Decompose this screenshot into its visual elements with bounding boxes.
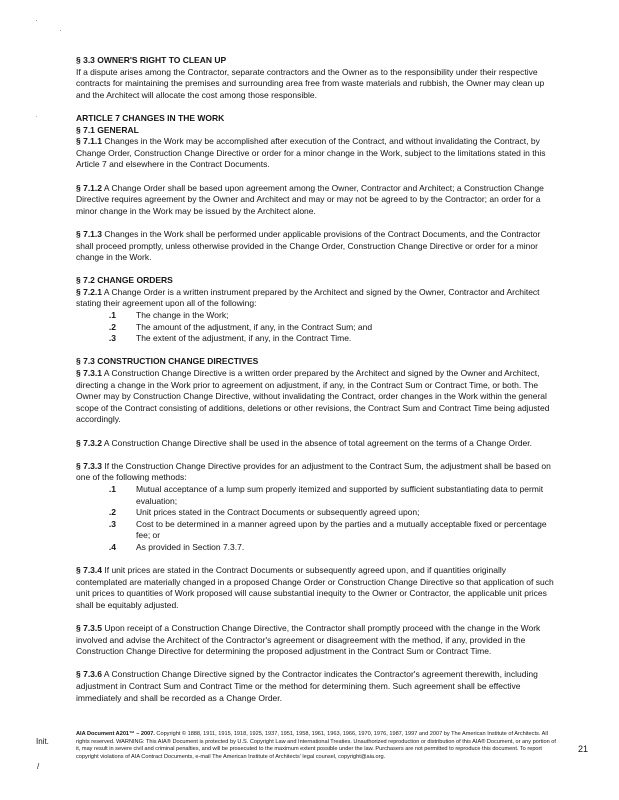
paragraph-gap: [76, 171, 558, 183]
list-item-text: The extent of the adjustment, if any, in the Contract Time.: [136, 333, 352, 344]
paragraph-gap: [76, 426, 558, 438]
section-heading: ARTICLE 7 CHANGES IN THE WORK: [76, 112, 225, 123]
list-item-text: The amount of the adjustment, if any, in the Contract Sum; and: [136, 321, 373, 332]
paragraph-gap: [76, 554, 558, 566]
list-item: [76, 542, 558, 554]
page-number: 21: [578, 744, 589, 754]
list-item-number: .1: [108, 483, 116, 494]
initials-slash: /: [37, 762, 40, 771]
paragraph: [76, 461, 558, 484]
paragraph: [76, 183, 558, 218]
section-number: § 7.3.2: [76, 437, 102, 448]
list-item-text: Cost to be determined in a manner agreed upon by the parties and a mutually acceptable fixed or percentage fee; or: [136, 518, 547, 541]
list-item-text: Mutual acceptance of a lump sum properly itemized and supported by sufficient substantiating data to permit evaluation;: [136, 483, 544, 506]
paragraph: [76, 287, 558, 310]
document-body: [76, 55, 558, 704]
paragraph-gap: [76, 345, 558, 357]
paragraph-gap: [76, 217, 558, 229]
scan-speck: [60, 30, 61, 31]
section-heading: § 7.2 CHANGE ORDERS: [76, 275, 173, 286]
section-heading: § 7.1 GENERAL: [76, 124, 139, 135]
section-number: § 7.3.5: [76, 623, 102, 634]
paragraph-gap: [76, 264, 558, 276]
list-item-number: .4: [108, 541, 116, 552]
paragraph-text: If a dispute arises among the Contractor, separate contractors and the Owner as to the responsibility under their respective contracts for maintaining the premises and surrounding area free from waste materials and rubbish, the Owner may clean up and the Architect will allocate the cost among those responsible.: [76, 66, 545, 100]
scan-speck: [36, 116, 37, 117]
list-item-number: .3: [108, 518, 116, 529]
section-number: § 7.3.4: [76, 565, 102, 576]
list-item-text: Unit prices stated in the Contract Documents or subsequently agreed upon;: [136, 507, 420, 518]
section-number: § 7.3.6: [76, 669, 102, 680]
section-heading: § 7.3 CONSTRUCTION CHANGE DIRECTIVES: [76, 356, 259, 367]
paragraph-text: Changes in the Work may be accomplished after execution of the Contract, and without invalidating the Contract, by Change Order, Construction Change Directive or order for a minor change in the Work, subject to the limitations stated in this Article 7 and elsewhere in the Contract Documents.: [76, 136, 546, 170]
list-item: [76, 322, 558, 334]
list-item: [76, 519, 558, 542]
enumerated-list: [76, 484, 558, 554]
paragraph: [76, 438, 558, 450]
paragraph-text: A Construction Change Directive shall be used in the absence of total agreement on the terms of a Change Order.: [103, 437, 532, 448]
paragraph: [76, 368, 558, 426]
section-number: § 7.3.1: [76, 368, 102, 379]
section-number: § 7.1.3: [76, 228, 102, 239]
list-item-number: .3: [108, 333, 116, 344]
list-item-text: The change in the Work;: [136, 310, 229, 321]
paragraph-text: A Change Order shall be based upon agreement among the Owner, Contractor and Architect; a Construction Change Directive requires agreement by the Owner and Architect and may or may not be agreed to by the Contractor; an order for a minor change in the Work may be issued by the Architect alone.: [76, 182, 544, 216]
paragraph: [76, 565, 558, 611]
paragraph: [76, 669, 558, 704]
list-item: [76, 310, 558, 322]
section-heading: § 3.3 OWNER'S RIGHT TO CLEAN UP: [76, 55, 227, 65]
paragraph: [76, 67, 558, 102]
list-item: [76, 333, 558, 345]
list-item-number: .1: [108, 310, 116, 321]
list-item-number: .2: [108, 321, 116, 332]
paragraph: [76, 229, 558, 264]
list-item-number: .2: [108, 507, 116, 518]
section-number: § 7.3.3: [76, 460, 102, 471]
section-number: § 7.2.1: [76, 286, 102, 297]
footer-copyright-text: Copyright © 1888, 1911, 1915, 1918, 1925, 1937, 1951, 1958, 1961, 1963, 1966, 1970, 1976, 1987, 1997 and 2007 by The American Institute of Architects. All rights reserved. WARNING: This AIA® Document is protected by U.S. Copyright Law and International Treaties. Unauthorized reproduction or distribution of this AIA® Document, or any portion of it, may result in severe civil and criminal penalties, and will be prosecuted to the maximum extent possible under the law. Purchasers are not permitted to reproduce this document. To report copyright violations of AIA Contract Documents, e-mail The American Institute of Architects' legal counsel, copyright@aia.org.: [76, 731, 556, 760]
paragraph-text: A Change Order is a written instrument prepared by the Architect and signed by the Owner, Contractor and Architect stating their agreement upon all of the following:: [76, 286, 540, 309]
paragraph-gap: [76, 612, 558, 624]
list-item-text: As provided in Section 7.3.7.: [136, 541, 245, 552]
initials-label: Init.: [36, 737, 49, 746]
paragraph-text: Changes in the Work shall be performed under applicable provisions of the Contract Documents, and the Contractor shall proceed promptly, unless otherwise provided in the Change Order, Construction Change Directive or order for a minor change in the Work.: [76, 228, 541, 263]
paragraph-text: If unit prices are stated in the Contract Documents or subsequently agreed upon, and if quantities originally contemplated are materially changed in a proposed Change Order or Construction Change Directive so that application of such unit prices to quantities of Work proposed will cause substantial inequity to the Owner or Contractor, the applicable unit prices shall be equitably adjusted.: [76, 565, 554, 610]
copyright-footer: [76, 731, 558, 761]
paragraph-text: A Construction Change Directive signed by the Contractor indicates the Contractor's agreement therewith, including adjustment in Contract Sum and Contract Time or the method for determining them. Such agreement shall be effective immediately and shall be recorded as a Change Order.: [76, 669, 538, 703]
section-number: § 7.1.1: [76, 136, 102, 147]
scan-speck: [36, 20, 37, 21]
paragraph: [76, 136, 558, 171]
paragraph-text: A Construction Change Directive is a written order prepared by the Architect and signed by the Owner and Architect, directing a change in the Work prior to agreement on adjustment, if any, in the Contract Sum or Contract Time, or both. The Owner may by Construction Change Directive, without invalidating the Contract, order changes in the Work within the general scope of the Contract consisting of additions, deletions or other revisions, the Contract Sum and Contract Time being adjusted accordingly.: [76, 368, 550, 425]
enumerated-list: [76, 310, 558, 345]
paragraph-gap: [76, 101, 558, 113]
paragraph-gap: [76, 449, 558, 461]
paragraph-text: Upon receipt of a Construction Change Directive, the Contractor shall promptly proceed with the change in the Work involved and advise the Architect of the Contractor's agreement or disagreement with the method, if any, provided in the Construction Change Directive for determining the proposed adjustment in the Contract Sum or Contract Time.: [76, 623, 541, 657]
paragraph: [76, 623, 558, 658]
footer-document-title: AIA Document A201™ – 2007.: [76, 731, 155, 737]
list-item: [76, 507, 558, 519]
paragraph-gap: [76, 658, 558, 670]
paragraph-text: If the Construction Change Directive provides for an adjustment to the Contract Sum, the adjustment shall be based on one of the following methods:: [76, 460, 551, 483]
section-number: § 7.1.2: [76, 182, 102, 193]
list-item: [76, 484, 558, 507]
